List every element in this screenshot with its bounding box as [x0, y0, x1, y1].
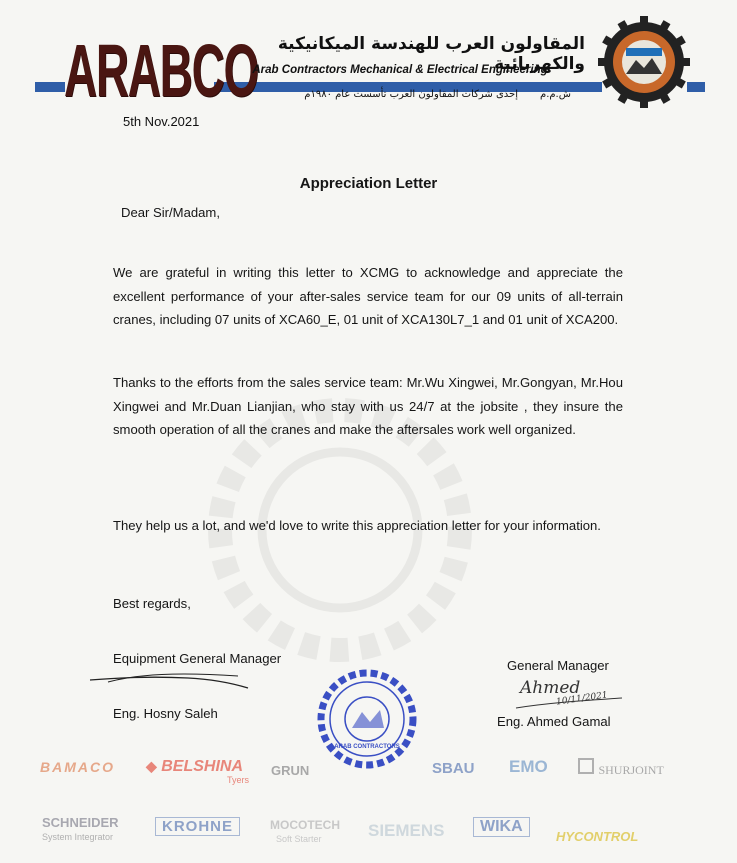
company-stamp [314, 666, 420, 772]
stamp-gear-icon [314, 666, 420, 772]
logo-mocotech-sub: Soft Starter [276, 834, 322, 844]
logo-siemens: SIEMENS [368, 821, 445, 840]
arabic-subtitle-left: ش.م.م [540, 89, 571, 100]
logo-hycontrol: HYCONTROL [556, 829, 639, 844]
right-signature-date: 10/11/2021 [555, 690, 609, 708]
paragraph-3: They help us a lot, and we'd love to write this appreciation letter for your information. [113, 518, 601, 533]
arabic-subtitle-right: إحدى شركات المقاولون العرب تأسست عام ١٩٨٠م [304, 89, 518, 100]
company-seal-icon [596, 14, 692, 110]
logo-emo: EMO [509, 757, 548, 776]
arabic-company-title: المقاولون العرب للهندسة الميكانيكية والكهربائية [277, 34, 585, 74]
logo-sbau: SBAU [432, 760, 475, 777]
logo-wika: WIKA [473, 817, 530, 837]
logo-schneider: SCHNEIDER [42, 815, 119, 830]
logo-schneider-sub: System Integrator [42, 832, 114, 842]
left-signature-icon [88, 664, 258, 694]
logo-belshina-sub: Tyers [227, 775, 250, 785]
right-signature-handwriting: Ahmed [520, 678, 581, 698]
closing: Best regards, [113, 596, 191, 611]
logo-grun: GRUN [271, 763, 310, 778]
right-signatory-title: General Manager [507, 658, 609, 673]
right-signature-underline [514, 696, 624, 712]
paragraph-1: We are grateful in writing this letter to XCMG to acknowledge and appreciate the excellent performance of your after-sales service team for our 09 units of all-terrain cranes, including 07 units of XCA60_E, 01 unit of XCA130L7_1 and 01 unit of XCA200. [113, 265, 623, 327]
left-signatory-name: Eng. Hosny Saleh [113, 706, 218, 721]
logo-shurjoint [578, 758, 664, 779]
date-text: 5th Nov.2021 [123, 114, 200, 129]
letter-heading: Appreciation Letter [299, 175, 438, 192]
letter-date [123, 114, 199, 129]
logo-krohne: KROHNE [155, 817, 240, 836]
english-company-title: Arab Contractors Mechanical & Electrical Engineering [252, 64, 548, 76]
arabco-logo: ARABCO [64, 29, 258, 112]
left-signatory-title: Equipment General Manager [113, 651, 282, 666]
belshina-emblem-icon: ◆ [146, 758, 157, 774]
shurjoint-emblem-icon [578, 758, 594, 774]
stamp-text: ARAB CONTRACTORS [334, 744, 400, 750]
logo-mocotech: MOCOTECH [270, 818, 340, 832]
shurjoint-text: SHURJOINT [598, 763, 664, 777]
header-bar-left [35, 82, 65, 92]
logo-belshina [146, 758, 243, 776]
logo-bamaco: BAMACO [40, 759, 115, 775]
salutation: Dear Sir/Madam, [121, 205, 220, 220]
belshina-text: BELSHINA [161, 758, 244, 775]
paragraph-2: Thanks to the efforts from the sales service team: Mr.Wu Xingwei, Mr.Gongyan, Mr.Hou Xingwei and Mr.Duan Lianjian, who stay with us 24/7 at the jobsite , they insure the smooth operation of all the cranes and make the aftersales work well organized. [113, 375, 623, 437]
right-signatory-name: Eng. Ahmed Gamal [497, 714, 611, 729]
